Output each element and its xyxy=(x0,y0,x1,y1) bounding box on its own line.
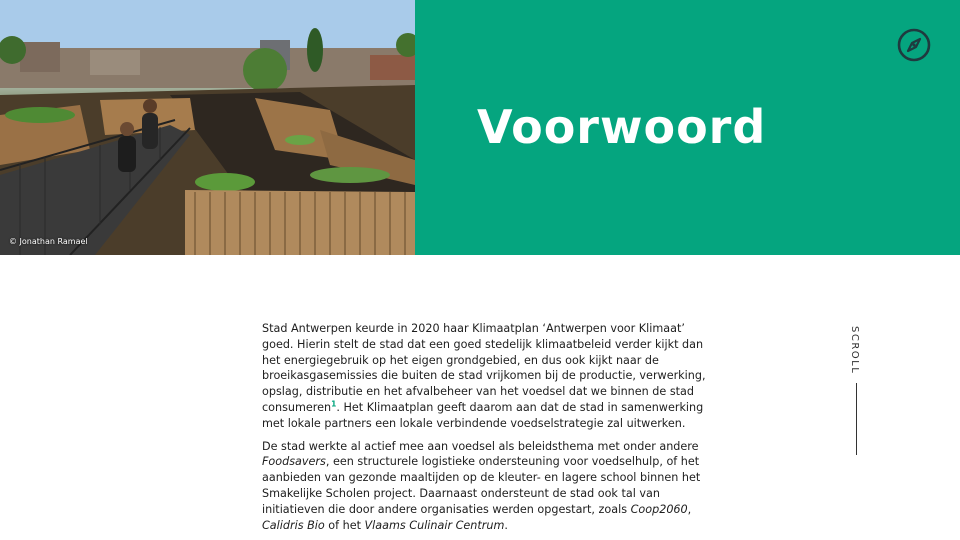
hero-title-panel xyxy=(415,0,960,255)
foodsavers-term: Foodsavers xyxy=(262,455,326,469)
calidris-bio-term: Calidris Bio xyxy=(262,518,325,532)
photo-credit: © Jonathan Ramael xyxy=(9,237,88,246)
rooftop-garden-image xyxy=(0,0,415,255)
coop2060-term: Coop2060 xyxy=(630,502,688,516)
paragraph-1 xyxy=(262,321,706,432)
paragraph-2-text: De stad werkte al actief mee aan voedsel als beleidsthema met onder andere xyxy=(262,439,699,453)
compass-icon xyxy=(897,28,931,62)
paragraph-1-text-end: . Het Klimaatplan geeft daarom aan dat de stad in samenwerking met lokale partners een lokale verbindende voedselstrategie zal uitwerken. xyxy=(262,400,704,430)
compass-navigation-button[interactable] xyxy=(897,28,931,62)
paragraph-2-text: of het xyxy=(324,518,365,532)
footnote-link-1[interactable]: 1 xyxy=(331,399,337,409)
hero-photo xyxy=(0,0,415,255)
scroll-label: SCROLL xyxy=(849,326,860,375)
scroll-line xyxy=(856,383,857,455)
paragraph-2-text: . xyxy=(504,518,508,532)
page-title: Voorwoord xyxy=(477,100,767,154)
foreword-body xyxy=(262,321,706,540)
vlaams-culinair-centrum-term: Vlaams Culinair Centrum xyxy=(364,518,505,532)
paragraph-2-text: , een structurele logistieke ondersteuning voor voedselhulp, of het aanbieden van gezonde maaltijden op de kleuter- en lagere school binnen het Smakelijke Scholen project. Daarnaast ondersteunt de stad ook tal van initiatieven die door andere organisaties werden opgestart, zoals xyxy=(262,455,701,516)
paragraph-2 xyxy=(262,439,706,534)
paragraph-2-text: , xyxy=(687,502,692,516)
scroll-indicator[interactable] xyxy=(849,326,865,456)
paragraph-1-text: Stad Antwerpen keurde in 2020 haar Klimaatplan ‘Antwerpen voor Klimaat’ goed. Hierin stelt de stad dat een goed stedelijk klimaatbeleid verder kijkt dan het energiegebruik op het eigen grondgebied, en dus ook kijkt naar de broeikasgasemissies die buiten de stad vrijkomen bij de productie, verwerking, opslag, distributie en het afvalbeheer van het voedsel dat we binnen de stad consumeren xyxy=(262,322,706,414)
